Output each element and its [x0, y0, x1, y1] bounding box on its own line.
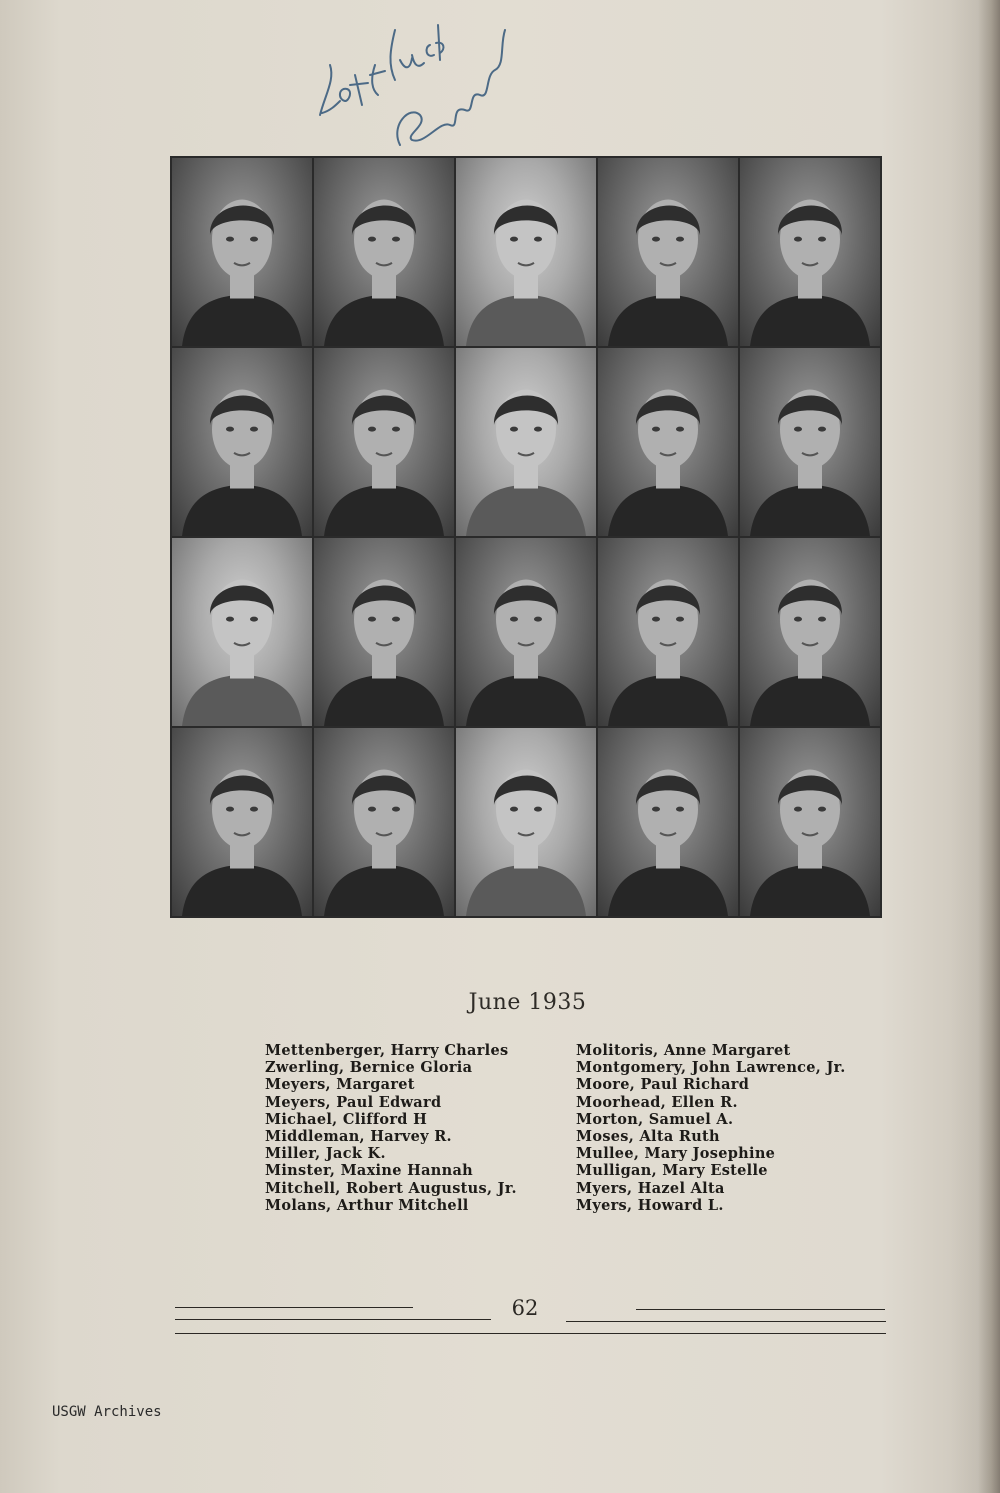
student-portrait: [456, 538, 596, 726]
student-name: Minster, Maxine Hannah: [265, 1162, 473, 1180]
student-name: Moore, Paul Richard: [576, 1076, 750, 1094]
rule-left-mid: [175, 1319, 491, 1320]
student-name: Mullee, Mary Josephine: [576, 1145, 776, 1163]
student-name: Middleman, Harvey R.: [265, 1128, 452, 1146]
rule-right-mid: [566, 1321, 886, 1322]
student-portrait: [740, 538, 880, 726]
student-name: Molitoris, Anne Margaret: [576, 1042, 791, 1059]
rule-left-top: [175, 1307, 413, 1308]
student-portrait: [740, 158, 880, 346]
student-name: Moses, Alta Ruth: [576, 1128, 720, 1146]
student-name: Mulligan, Mary Estelle: [576, 1162, 768, 1180]
portrait-grid: [170, 156, 882, 918]
student-portrait: [314, 538, 454, 726]
student-name: Mitchell, Robert Augustus, Jr.: [265, 1179, 517, 1197]
student-name: Molans, Arthur Mitchell: [265, 1196, 469, 1214]
student-name: Myers, Howard L.: [576, 1196, 724, 1214]
student-portrait: [314, 348, 454, 536]
student-name: Montgomery, John Lawrence, Jr.: [576, 1059, 846, 1077]
names-column-right: [576, 1042, 846, 1214]
student-name: Myers, Hazel Alta: [576, 1179, 725, 1197]
student-portrait: [456, 728, 596, 916]
names-column-left: [265, 1042, 517, 1214]
student-name: Morton, Samuel A.: [576, 1110, 734, 1128]
student-name: Zwerling, Bernice Gloria: [265, 1059, 473, 1077]
rule-right-top: [636, 1309, 885, 1310]
student-portrait: [740, 728, 880, 916]
student-portrait: [598, 728, 738, 916]
student-name: Moorhead, Ellen R.: [576, 1093, 738, 1111]
student-name: Meyers, Margaret: [265, 1076, 415, 1094]
student-portrait: [598, 538, 738, 726]
student-portrait: [598, 348, 738, 536]
student-portrait: [740, 348, 880, 536]
book-spine-shadow: [978, 0, 1000, 1493]
student-portrait: [172, 158, 312, 346]
page-number: 62: [511, 1296, 539, 1320]
rule-left-bottom: [175, 1333, 886, 1334]
student-name: Meyers, Paul Edward: [265, 1093, 442, 1111]
student-portrait: [314, 158, 454, 346]
student-name: Mettenberger, Harry Charles: [265, 1042, 509, 1059]
student-portrait: [172, 728, 312, 916]
class-caption: June 1935: [468, 990, 587, 1015]
student-portrait: [172, 348, 312, 536]
student-portrait: [172, 538, 312, 726]
archive-credit: USGW Archives: [52, 1404, 162, 1420]
student-portrait: [314, 728, 454, 916]
student-portrait: [598, 158, 738, 346]
student-name: Miller, Jack K.: [265, 1145, 386, 1163]
student-portrait: [456, 348, 596, 536]
student-name: Michael, Clifford H: [265, 1110, 428, 1128]
student-portrait: [456, 158, 596, 346]
handwritten-signature: [300, 5, 520, 165]
